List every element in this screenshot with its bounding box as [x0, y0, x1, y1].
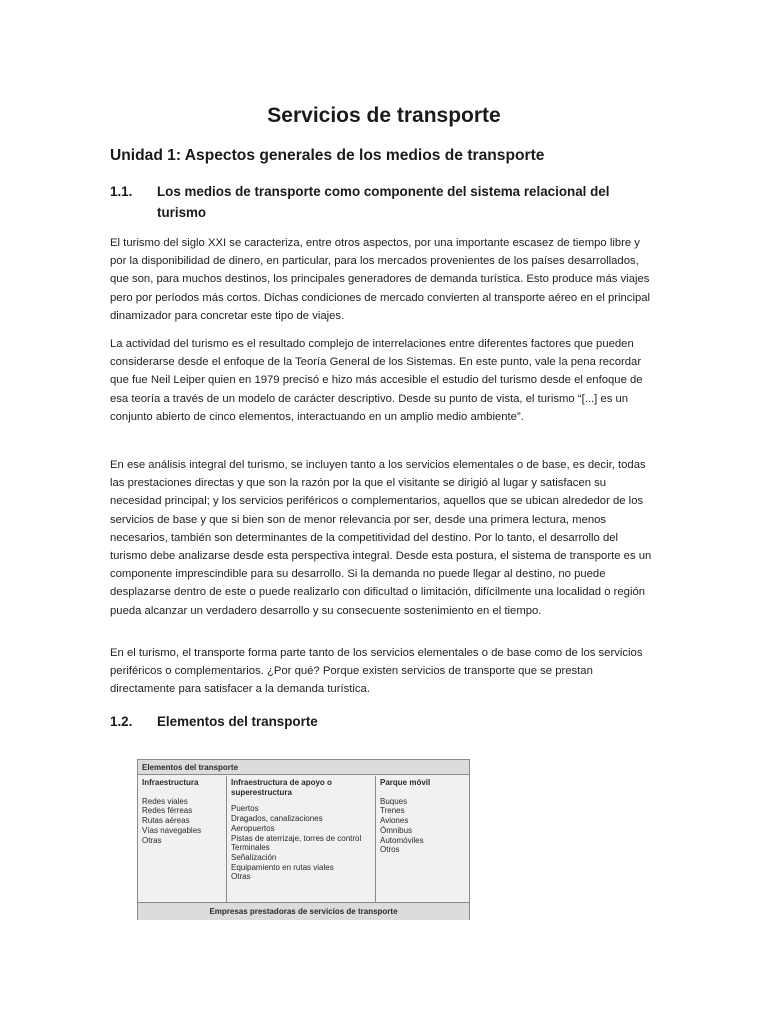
unit-heading: Unidad 1: Aspectos generales de los medios de transporte: [110, 147, 545, 164]
paragraph-2: La actividad del turismo es el resultado complejo de interrelaciones entre diferentes factores que pueden considerarse desde el enfoque de la Teoría General de los Sistemas. En este punto, vale la pena recordar que fue Neil Leiper quien en 1979 precisó e hizo más accesible el estudio del turismo desde el enfoque de esa teoría a través de un modelo de carácter descriptivo. Desde su punto de vista, el turismo “[...] es un conjunto abierto de cinco elementos, interactuando en un amplio medio ambiente”.: [110, 338, 643, 423]
list-item: Pistas de aterrizaje, torres de control: [231, 833, 362, 843]
list-item: Redes viales: [142, 796, 188, 806]
list-item: Vías navegables: [142, 825, 202, 835]
column-header: Infraestructura de apoyo o superestructura: [231, 778, 332, 797]
list-item: Otras: [142, 835, 162, 845]
section-number: 1.2.: [110, 714, 133, 729]
paragraph-3: En ese análisis integral del turismo, se incluyen tanto a los servicios elementales o de base, es decir, todas las prestaciones directas y que son la razón por la que el visitante se dirigió al lugar y satisfacen su necesidad principal; y los servicios periféricos o complementarios, aquellos que se ubican alrededor de los servicios de base y que si bien son de menor relevancia por ser, desde una primera lectura, menos necesarios, también son determinantes de la competitividad del destino. Por lo tanto, el desarrollo del turismo debe analizarse desde esta perspectiva integral. Desde esta postura, el sistema de transporte es un componente imprescindible para su desarrollo. Si la demanda no puede llegar al destino, no puede desplazarse dentro de este o puede realizarlo con dificultad o limitación, difícilmente una localidad o región pueda alcanzar un verdadero desarrollo y su consecuente sostenimiento en el tiempo.: [110, 459, 652, 617]
paragraph-1: El turismo del siglo XXI se caracteriza, entre otros aspectos, por una importante escasez de tiempo libre y por la disponibilidad de dinero, en particular, para los mercados provenientes de los países desarrollados, que son, para muchos destinos, los principales generadores de demanda turística. Esto produce más viajes pero por períodos más cortos. Dichas condiciones de mercado convierten al transporte aéreo en el principal dinamizador para concretar este tipo de viajes.: [110, 237, 651, 322]
list-item: Automóviles: [380, 835, 424, 845]
figure-column-infraestructura: [138, 776, 227, 902]
section-number: 1.1.: [110, 184, 133, 199]
figure-title: Elementos del transporte: [138, 760, 469, 775]
list-item: Puertos: [231, 804, 259, 814]
figure-column-parque-movil: [376, 776, 469, 902]
paragraph-4: En el turismo, el transporte forma parte tanto de los servicios elementales o de base como de los servicios periféricos o complementarios. ¿Por qué? Porque existen servicios de transporte que se prestan directamente para satisfacer a la demanda turística.: [110, 647, 643, 696]
list-item: Ómnibus: [380, 825, 413, 835]
section-title: Elementos del transporte: [157, 714, 318, 729]
list-item: Dragados, canalizaciones: [231, 814, 323, 824]
list-item: Señalización: [231, 852, 277, 862]
list-item: Otras: [231, 872, 251, 882]
page-title: Servicios de transporte: [267, 104, 501, 127]
list-item: Equipamiento en rutas viales: [231, 862, 334, 872]
list-item: Aeropuertos: [231, 823, 275, 833]
list-item: Buques: [380, 796, 408, 806]
list-item: Rutas aéreas: [142, 816, 190, 826]
list-item: Terminales: [231, 843, 270, 853]
list-item: Redes férreas: [142, 806, 193, 816]
column-header: Infraestructura: [142, 778, 199, 787]
list-item: Aviones: [380, 816, 409, 826]
column-header: Parque móvil: [380, 778, 431, 787]
figure-column-superestructura: [227, 776, 376, 902]
list-item: Otros: [380, 845, 400, 855]
transport-elements-figure: [137, 759, 470, 920]
section-title: Los medios de transporte como componente del sistema relacional del turismo: [157, 184, 610, 220]
figure-footer: Empresas prestadoras de servicios de transporte: [138, 902, 469, 920]
list-item: Trenes: [380, 806, 405, 816]
